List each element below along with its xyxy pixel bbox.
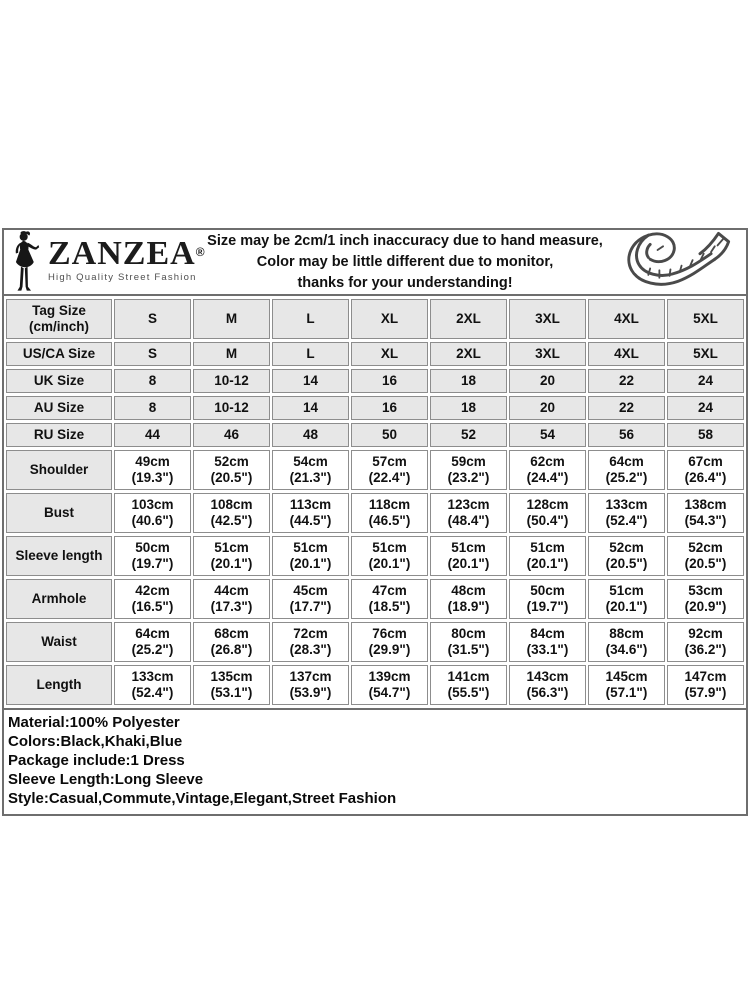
- size-cell: 52: [430, 423, 507, 447]
- disclaimer-line-3: thanks for your understanding!: [297, 274, 513, 291]
- size-cell: 22: [588, 396, 665, 420]
- size-cell: L: [272, 342, 349, 366]
- row-label: UK Size: [6, 369, 112, 393]
- size-cell: 88cm (34.6"): [588, 622, 665, 662]
- size-cell: 24: [667, 396, 744, 420]
- tape-block: [606, 226, 746, 298]
- size-cell: 52cm (20.5"): [193, 450, 270, 490]
- size-cell: 54: [509, 423, 586, 447]
- size-cell: 72cm (28.3"): [272, 622, 349, 662]
- size-cell: 56: [588, 423, 665, 447]
- table-row: [6, 342, 744, 366]
- size-cell: 138cm (54.3"): [667, 493, 744, 533]
- size-cell: 42cm (16.5"): [114, 579, 191, 619]
- size-cell: M: [193, 342, 270, 366]
- brand-logo: [4, 229, 204, 295]
- header: [4, 230, 746, 296]
- registered-mark: ®: [195, 245, 206, 259]
- size-cell: 137cm (53.9"): [272, 665, 349, 705]
- product-details: [4, 708, 746, 814]
- size-cell: 16: [351, 369, 428, 393]
- size-cell: 49cm (19.3"): [114, 450, 191, 490]
- size-cell: 10-12: [193, 396, 270, 420]
- detail-line: Style:Casual,Commute,Vintage,Elegant,Street Fashion: [8, 790, 397, 807]
- size-cell: XL: [351, 342, 428, 366]
- size-cell: 47cm (18.5"): [351, 579, 428, 619]
- row-label: Bust: [6, 493, 112, 533]
- row-label: Sleeve length: [6, 536, 112, 576]
- size-cell: 76cm (29.9"): [351, 622, 428, 662]
- size-table-body: [6, 299, 744, 705]
- size-cell: 54cm (21.3"): [272, 450, 349, 490]
- size-cell: 118cm (46.5"): [351, 493, 428, 533]
- size-cell: 52cm (20.5"): [588, 536, 665, 576]
- size-cell: 8: [114, 369, 191, 393]
- disclaimer-text: [204, 231, 606, 294]
- size-cell: 133cm (52.4"): [114, 665, 191, 705]
- size-cell: 46: [193, 423, 270, 447]
- table-row: [6, 622, 744, 662]
- size-cell: 22: [588, 369, 665, 393]
- table-row: [6, 423, 744, 447]
- detail-line: Colors:Black,Khaki,Blue: [8, 733, 183, 750]
- size-cell: 64cm (25.2"): [588, 450, 665, 490]
- size-cell: S: [114, 342, 191, 366]
- size-cell: 48: [272, 423, 349, 447]
- brand-name-text: ZANZEA: [48, 235, 196, 272]
- size-cell: 20: [509, 369, 586, 393]
- size-cell: 51cm (20.1"): [509, 536, 586, 576]
- size-cell: 44: [114, 423, 191, 447]
- size-cell: 3XL: [509, 299, 586, 339]
- table-row: [6, 369, 744, 393]
- table-row: [6, 493, 744, 533]
- size-cell: 135cm (53.1"): [193, 665, 270, 705]
- size-cell: M: [193, 299, 270, 339]
- table-row: [6, 299, 744, 339]
- size-cell: 18: [430, 369, 507, 393]
- row-label: Waist: [6, 622, 112, 662]
- size-cell: 139cm (54.7"): [351, 665, 428, 705]
- table-row: [6, 396, 744, 420]
- size-cell: 51cm (20.1"): [351, 536, 428, 576]
- size-cell: 4XL: [588, 299, 665, 339]
- size-cell: 48cm (18.9"): [430, 579, 507, 619]
- size-cell: 4XL: [588, 342, 665, 366]
- size-cell: 24: [667, 369, 744, 393]
- table-row: [6, 450, 744, 490]
- row-label: Armhole: [6, 579, 112, 619]
- row-label: Shoulder: [6, 450, 112, 490]
- size-cell: 62cm (24.4"): [509, 450, 586, 490]
- table-row: [6, 579, 744, 619]
- size-cell: 133cm (52.4"): [588, 493, 665, 533]
- size-cell: 80cm (31.5"): [430, 622, 507, 662]
- size-cell: 59cm (23.2"): [430, 450, 507, 490]
- size-cell: 57cm (22.4"): [351, 450, 428, 490]
- size-cell: 52cm (20.5"): [667, 536, 744, 576]
- size-cell: 14: [272, 396, 349, 420]
- size-cell: 108cm (42.5"): [193, 493, 270, 533]
- row-label: US/CA Size: [6, 342, 112, 366]
- disclaimer-line-1: Size may be 2cm/1 inch inaccuracy due to hand measure,: [207, 232, 603, 249]
- size-cell: 143cm (56.3"): [509, 665, 586, 705]
- size-cell: 145cm (57.1"): [588, 665, 665, 705]
- size-cell: 16: [351, 396, 428, 420]
- disclaimer-line-2: Color may be little different due to monitor,: [256, 253, 554, 270]
- size-cell: 50cm (19.7"): [509, 579, 586, 619]
- size-cell: 84cm (33.1"): [509, 622, 586, 662]
- size-cell: 20: [509, 396, 586, 420]
- size-cell: 8: [114, 396, 191, 420]
- size-cell: S: [114, 299, 191, 339]
- size-cell: 2XL: [430, 299, 507, 339]
- size-cell: 53cm (20.9"): [667, 579, 744, 619]
- row-label: RU Size: [6, 423, 112, 447]
- size-cell: 147cm (57.9"): [667, 665, 744, 705]
- size-cell: 44cm (17.3"): [193, 579, 270, 619]
- size-table: [4, 296, 746, 708]
- size-cell: 5XL: [667, 342, 744, 366]
- size-cell: 50cm (19.7"): [114, 536, 191, 576]
- detail-line: Sleeve Length:Long Sleeve: [8, 771, 204, 788]
- size-cell: 5XL: [667, 299, 744, 339]
- measuring-tape-icon: [613, 226, 739, 298]
- size-cell: 2XL: [430, 342, 507, 366]
- row-label: AU Size: [6, 396, 112, 420]
- size-cell: 68cm (26.8"): [193, 622, 270, 662]
- row-label: Tag Size (cm/inch): [6, 299, 112, 339]
- size-cell: 10-12: [193, 369, 270, 393]
- table-row: [6, 536, 744, 576]
- size-cell: 64cm (25.2"): [114, 622, 191, 662]
- size-cell: 141cm (55.5"): [430, 665, 507, 705]
- size-cell: 50: [351, 423, 428, 447]
- brand-tagline: High Quality Street Fashion: [48, 272, 197, 283]
- size-cell: 3XL: [509, 342, 586, 366]
- size-cell: XL: [351, 299, 428, 339]
- size-cell: 45cm (17.7"): [272, 579, 349, 619]
- detail-line: Package include:1 Dress: [8, 752, 185, 769]
- size-cell: 103cm (40.6"): [114, 493, 191, 533]
- size-cell: 51cm (20.1"): [588, 579, 665, 619]
- size-cell: 58: [667, 423, 744, 447]
- detail-line: Material:100% Polyester: [8, 714, 180, 731]
- size-cell: L: [272, 299, 349, 339]
- brand-name: [48, 237, 206, 271]
- size-cell: 18: [430, 396, 507, 420]
- size-cell: 51cm (20.1"): [430, 536, 507, 576]
- size-cell: 113cm (44.5"): [272, 493, 349, 533]
- size-cell: 14: [272, 369, 349, 393]
- woman-silhouette-icon: [10, 231, 42, 293]
- row-label: Length: [6, 665, 112, 705]
- size-cell: 128cm (50.4"): [509, 493, 586, 533]
- size-cell: 51cm (20.1"): [272, 536, 349, 576]
- content-box: [2, 228, 748, 816]
- table-row: [6, 665, 744, 705]
- size-cell: 92cm (36.2"): [667, 622, 744, 662]
- size-cell: 51cm (20.1"): [193, 536, 270, 576]
- logo-text: [48, 237, 206, 283]
- size-cell: 123cm (48.4"): [430, 493, 507, 533]
- size-cell: 67cm (26.4"): [667, 450, 744, 490]
